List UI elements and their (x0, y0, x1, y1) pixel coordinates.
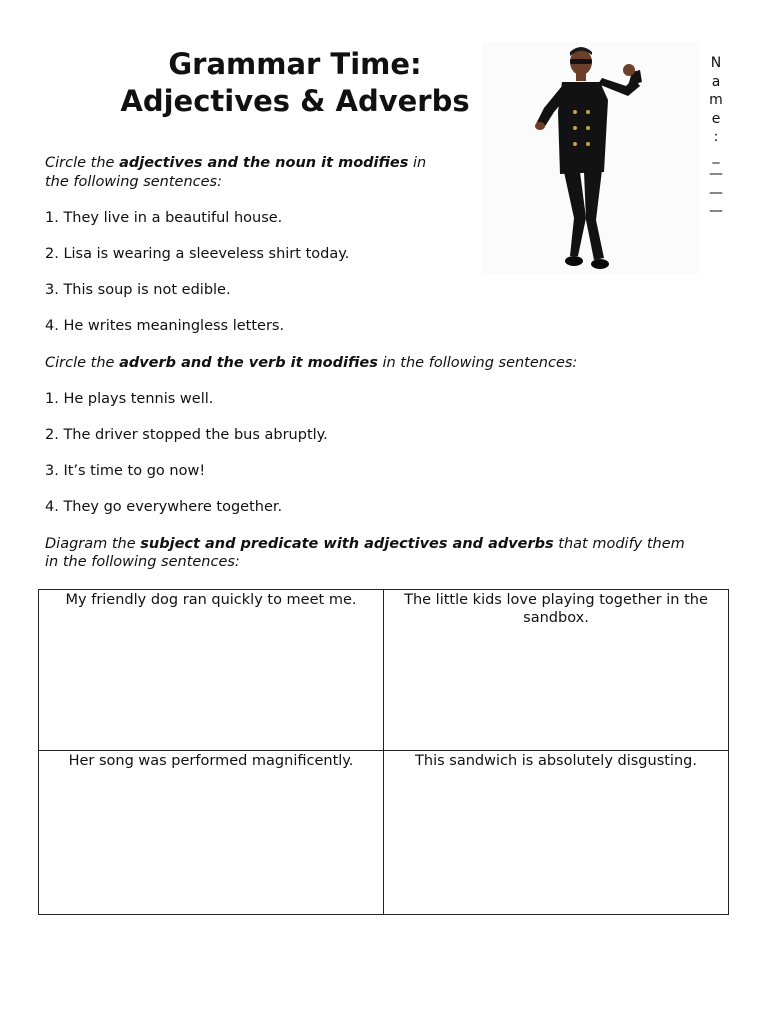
name-blank: — (709, 203, 723, 219)
section2-item-3: 3. It’s time to go now! (45, 463, 206, 479)
instruction-pre: Circle the (45, 355, 120, 371)
section1-item-2: 2. Lisa is wearing a sleeveless shirt today. (45, 246, 350, 262)
section2-item-4: 4. They go everywhere together. (45, 499, 283, 515)
instruction-post: in (408, 155, 427, 171)
section3-instruction (45, 535, 685, 553)
dancing-man-icon (482, 42, 700, 274)
instruction-post: in the following sentences: (377, 355, 578, 371)
title-line-1: Grammar Time: (168, 47, 422, 81)
dancing-man-image (482, 42, 700, 274)
diagram-cell-3[interactable]: Her song was performed magnificently. (39, 751, 384, 915)
section1-item-1: 1. They live in a beautiful house. (45, 210, 283, 226)
name-letter: N (710, 55, 722, 71)
instruction-pre: Diagram the (45, 536, 141, 552)
diagram-cell-4[interactable]: This sandwich is absolutely disgusting. (384, 751, 729, 915)
instruction-bold: subject and predicate with adjectives and adverbs (140, 536, 554, 552)
instruction-bold: adjectives and the noun it modifies (119, 155, 409, 171)
name-letter: e (711, 110, 721, 127)
name-blank: — (709, 166, 723, 182)
diagram-cell-2[interactable]: The little kids love playing together in the sandbox. (384, 590, 729, 751)
name-letter: a (711, 73, 721, 90)
section1-instruction (45, 154, 426, 172)
name-letter: m (709, 92, 723, 108)
diagram-cell-1[interactable]: My friendly dog ran quickly to meet me. (39, 590, 384, 751)
instruction-bold: adverb and the verb it modifies (119, 355, 378, 371)
name-blank: _ (712, 147, 720, 164)
section1-item-4: 4. He writes meaningless letters. (45, 318, 285, 334)
name-letter: : (713, 129, 719, 145)
diagram-table (38, 589, 729, 915)
title-line-2: Adjectives & Adverbs (120, 84, 470, 118)
name-blank: — (709, 184, 723, 201)
name-field-vertical (706, 54, 726, 221)
worksheet-title (100, 46, 490, 120)
instruction-pre: Circle the (45, 155, 120, 171)
section3-instruction-line2: in the following sentences: (45, 554, 240, 570)
instruction-post: that modify them (553, 536, 685, 552)
section2-instruction (45, 354, 577, 372)
section1-item-3: 3. This soup is not edible. (45, 282, 231, 298)
section2-item-2: 2. The driver stopped the bus abruptly. (45, 427, 328, 443)
section2-item-1: 1. He plays tennis well. (45, 391, 214, 407)
section1-instruction-line2: the following sentences: (45, 174, 222, 190)
